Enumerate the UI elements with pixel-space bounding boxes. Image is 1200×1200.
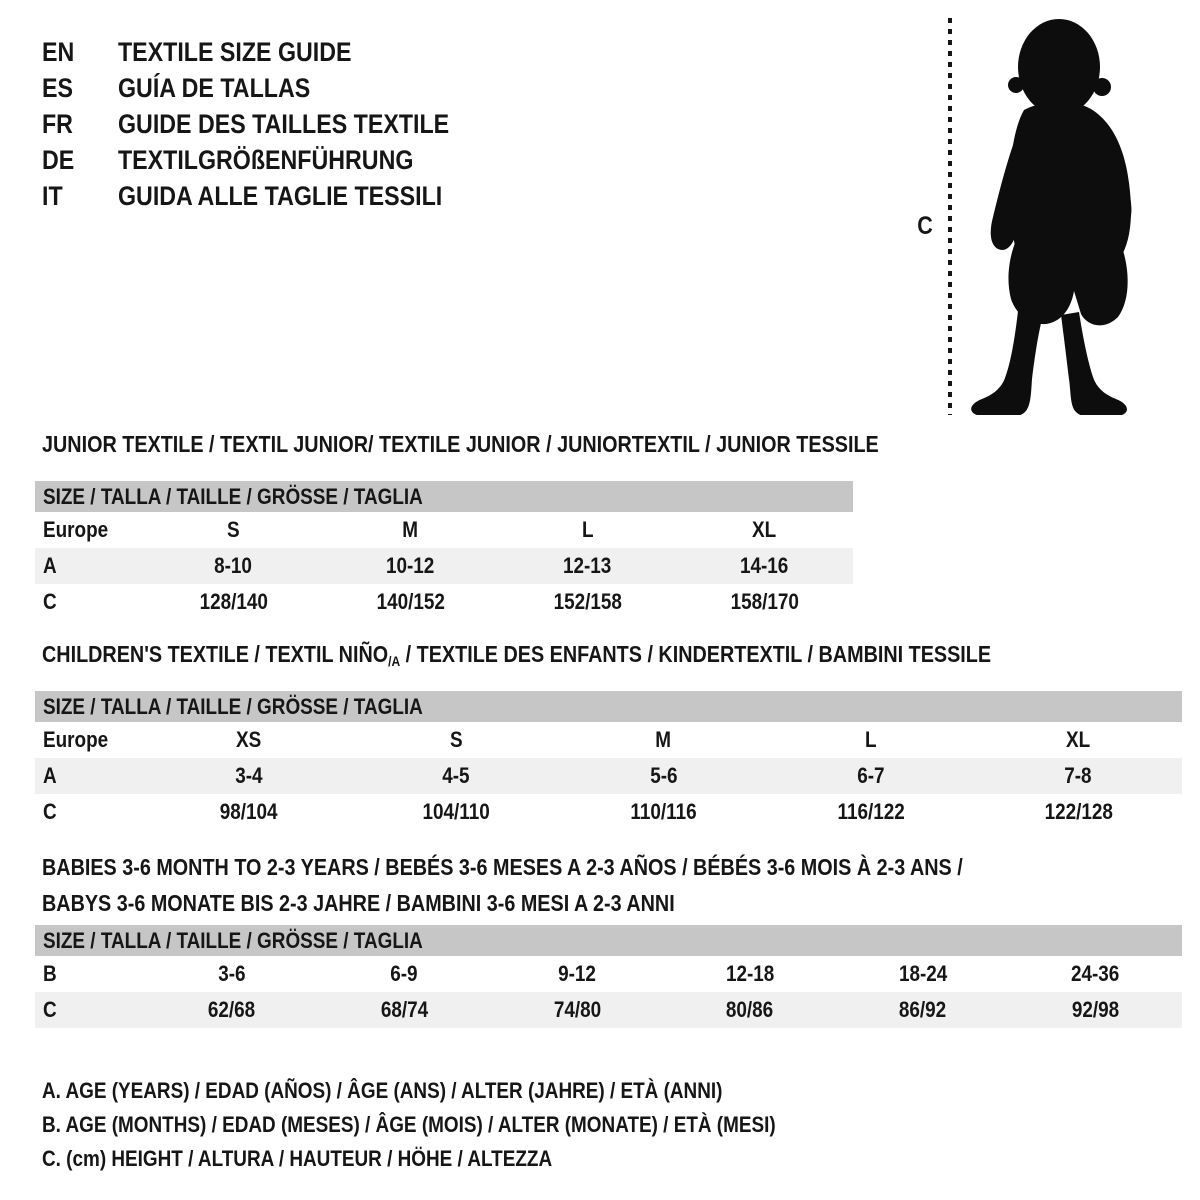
- row-label: Europe: [43, 517, 109, 542]
- measurement-legend: [42, 1074, 895, 1176]
- table-cell: 3-4: [235, 763, 263, 788]
- guide-title: GUÍA DE TALLAS: [118, 72, 311, 103]
- table-cell: 4-5: [442, 763, 470, 788]
- language-code: EN: [42, 36, 75, 67]
- table-header-label: SIZE / TALLA / TAILLE / GRÖSSE / TAGLIA: [43, 693, 423, 719]
- table-cell: 12-18: [725, 961, 775, 986]
- table-row: [35, 794, 1182, 830]
- language-row: [42, 142, 503, 178]
- table-cell: 140/152: [376, 589, 445, 614]
- table-row: [35, 956, 1182, 992]
- row-label: C: [43, 799, 57, 824]
- children-size-table: [35, 691, 1182, 830]
- table-cell: 9-12: [558, 961, 597, 986]
- section-title-children: [42, 641, 1146, 670]
- language-row: [42, 106, 503, 142]
- table-cell: 104/110: [422, 799, 490, 824]
- babies-size-table: [35, 925, 1182, 1028]
- language-title-list: [42, 34, 503, 214]
- legend-line-c: C. (cm) HEIGHT / ALTURA / HAUTEUR / HÖHE / ALTEZZA: [42, 1146, 553, 1171]
- table-cell: 14-16: [740, 553, 789, 578]
- table-cell: XL: [1066, 727, 1091, 752]
- table-row: [35, 992, 1182, 1028]
- table-cell: S: [449, 727, 463, 752]
- row-label: B: [43, 961, 57, 986]
- table-cell: M: [402, 517, 419, 542]
- table-cell: 80/86: [726, 997, 774, 1022]
- table-cell: 5-6: [649, 763, 678, 788]
- guide-title: TEXTILE SIZE GUIDE: [118, 36, 352, 67]
- table-body: [35, 956, 1182, 1028]
- table-cell: 8-10: [214, 553, 253, 578]
- table-cell: L: [581, 517, 594, 542]
- table-cell: 7-8: [1064, 763, 1092, 788]
- title-subscript: /A: [388, 653, 401, 669]
- row-label: A: [43, 553, 57, 578]
- table-cell: L: [865, 727, 877, 752]
- table-cell: 116/122: [837, 799, 905, 824]
- height-measure-label: C: [917, 212, 933, 240]
- section-title-babies: BABIES 3-6 MONTH TO 2-3 YEARS / BEBÉS 3-6 MESES A 2-3 AÑOS / BÉBÉS 3-6 MOIS À 2-3 ANS / BABYS 3-6 MONATE BIS 2-3 JAHRE / BAMBINI 3-6 MESI A 2-3 ANNI: [42, 854, 963, 916]
- title-text: / TEXTILE DES ENFANTS / KINDERTEXTIL / BAMBINI TESSILE: [400, 641, 992, 667]
- table-cell: S: [227, 517, 240, 542]
- table-cell: 86/92: [899, 997, 947, 1022]
- table-header-label: SIZE / TALLA / TAILLE / GRÖSSE / TAGLIA: [43, 483, 423, 509]
- guide-title: GUIDE DES TAILLES TEXTILE: [118, 108, 450, 139]
- table-row: [35, 758, 1182, 794]
- table-cell: 122/128: [1044, 799, 1113, 824]
- height-measure-dotted-line: [948, 18, 952, 415]
- table-header-bar: [35, 691, 1182, 722]
- language-code: FR: [42, 108, 73, 139]
- table-cell: 12-13: [563, 553, 612, 578]
- table-body: [35, 722, 1182, 830]
- table-cell: XL: [752, 517, 777, 542]
- table-header-bar: [35, 925, 1182, 956]
- table-cell: 74/80: [553, 997, 601, 1022]
- table-cell: XS: [236, 727, 262, 752]
- legend-line-a: A. AGE (YEARS) / EDAD (AÑOS) / ÂGE (ANS) / ALTER (JAHRE) / ETÀ (ANNI): [42, 1078, 723, 1103]
- table-cell: 62/68: [207, 997, 256, 1022]
- table-cell: 110/116: [630, 799, 697, 824]
- language-code: IT: [42, 180, 63, 211]
- toddler-silhouette-icon: [962, 15, 1147, 415]
- guide-title: GUIDA ALLE TAGLIE TESSILI: [118, 180, 443, 211]
- table-cell: 98/104: [219, 799, 278, 824]
- language-row: [42, 70, 503, 106]
- table-body: [35, 512, 853, 620]
- language-code: DE: [42, 144, 75, 175]
- row-label: C: [43, 589, 57, 614]
- table-cell: 152/158: [553, 589, 622, 614]
- table-cell: 68/74: [380, 997, 428, 1022]
- table-cell: 10-12: [386, 553, 435, 578]
- table-row: [35, 512, 853, 548]
- table-cell: M: [655, 727, 672, 752]
- table-cell: 128/140: [199, 589, 268, 614]
- junior-size-table: [35, 481, 853, 620]
- language-code: ES: [42, 72, 73, 103]
- section-title-junior: JUNIOR TEXTILE / TEXTIL JUNIOR/ TEXTILE JUNIOR / JUNIORTEXTIL / JUNIOR TESSILE: [42, 431, 879, 457]
- guide-title: TEXTILGRÖßENFÜHRUNG: [118, 144, 414, 175]
- table-cell: 6-7: [857, 763, 885, 788]
- table-cell: 158/170: [730, 589, 799, 614]
- table-row: [35, 548, 853, 584]
- table-cell: 3-6: [217, 961, 246, 986]
- language-row: [42, 178, 503, 214]
- table-cell: 18-24: [898, 961, 947, 986]
- table-cell: 6-9: [390, 961, 418, 986]
- table-row: [35, 722, 1182, 758]
- legend-line-b: B. AGE (MONTHS) / EDAD (MESES) / ÂGE (MOIS) / ALTER (MONATE) / ETÀ (MESI): [42, 1112, 776, 1137]
- language-row: [42, 34, 503, 70]
- table-header-label: SIZE / TALLA / TAILLE / GRÖSSE / TAGLIA: [43, 927, 423, 953]
- row-label: Europe: [43, 727, 109, 752]
- table-cell: 92/98: [1071, 997, 1120, 1022]
- title-text: CHILDREN'S TEXTILE / TEXTIL NIÑO: [42, 641, 389, 667]
- table-cell: 24-36: [1071, 961, 1120, 986]
- table-row: [35, 584, 853, 620]
- row-label: C: [43, 997, 57, 1022]
- row-label: A: [43, 763, 57, 788]
- table-header-bar: [35, 481, 853, 512]
